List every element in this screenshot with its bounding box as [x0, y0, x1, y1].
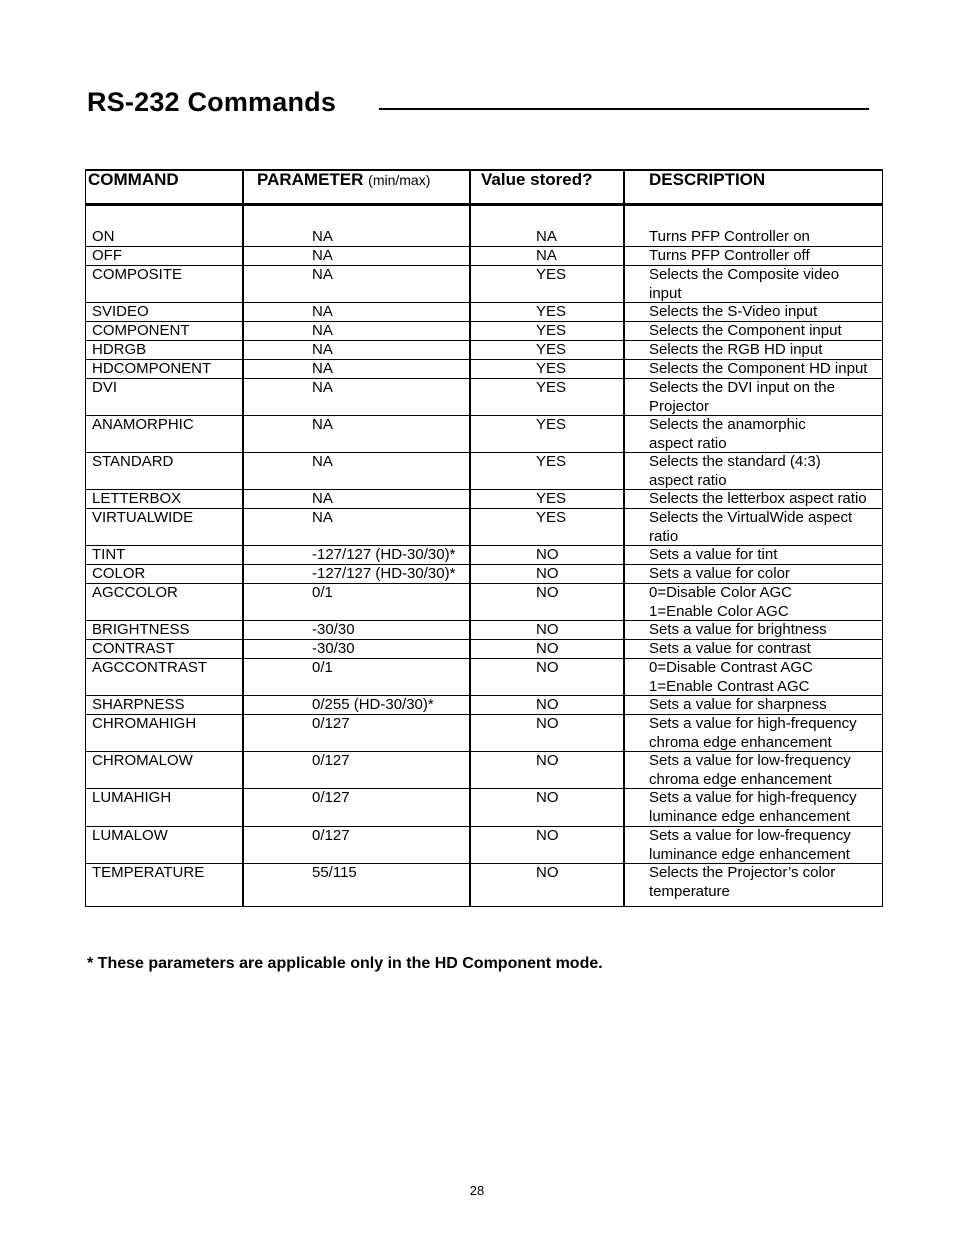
cell-value-stored: NO — [536, 640, 559, 657]
cell-parameter: NA — [312, 453, 333, 470]
cell-description: Sets a value for contrast — [649, 640, 811, 657]
cell-command: COMPONENT — [92, 322, 190, 339]
cell-value-stored: YES — [536, 266, 567, 283]
cell-value-stored: NO — [536, 659, 559, 676]
cell-command: LUMAHIGH — [92, 789, 172, 806]
cell-value-stored: NO — [536, 696, 559, 713]
cell-description: 1=Enable Contrast AGC — [649, 677, 810, 695]
cell-parameter: NA — [312, 490, 333, 507]
cell-parameter: NA — [312, 303, 333, 320]
cell-parameter: NA — [312, 266, 333, 283]
header-description: DESCRIPTION — [649, 170, 766, 189]
cell-parameter: NA — [312, 360, 333, 377]
cell-value-stored: NA — [536, 247, 557, 264]
cell-value-stored: YES — [536, 453, 567, 470]
cell-command: VIRTUALWIDE — [92, 509, 194, 526]
page-title: RS-232 Commands — [87, 87, 337, 117]
cell-description: chroma edge enhancement — [649, 733, 832, 751]
cell-value-stored: NO — [536, 827, 559, 844]
cell-command: BRIGHTNESS — [92, 621, 190, 638]
cell-description: Selects the Projector’s color — [649, 864, 836, 881]
cell-parameter: 0/127 — [312, 789, 350, 806]
cell-description: Turns PFP Controller on — [649, 228, 810, 245]
cell-description: 0=Disable Contrast AGC — [649, 659, 813, 676]
cell-value-stored: NO — [536, 621, 559, 638]
cell-parameter: NA — [312, 379, 333, 396]
cell-description: Selects the Composite video — [649, 266, 840, 283]
cell-command: AGCCONTRAST — [92, 659, 208, 676]
cell-parameter: 0/127 — [312, 827, 350, 844]
cell-value-stored: NO — [536, 789, 559, 806]
cell-command: CHROMAHIGH — [92, 715, 197, 732]
cell-value-stored: YES — [536, 490, 567, 507]
cell-parameter: 0/127 — [312, 715, 350, 732]
cell-parameter: 0/1 — [312, 659, 333, 676]
cell-description: input — [649, 284, 682, 302]
cell-command: CHROMALOW — [92, 752, 193, 769]
page-number: 28 — [469, 1183, 485, 1198]
cell-value-stored: YES — [536, 360, 567, 377]
cell-description: Sets a value for color — [649, 565, 790, 582]
cell-command: HDCOMPONENT — [92, 360, 212, 377]
cell-description: Selects the VirtualWide aspect — [649, 509, 853, 526]
cell-description: Sets a value for tint — [649, 546, 778, 563]
cell-command: TINT — [92, 546, 126, 563]
cell-value-stored: NO — [536, 864, 559, 881]
header-parameter-label: PARAMETER — [257, 170, 364, 189]
cell-description: Selects the letterbox aspect ratio — [649, 490, 867, 507]
cell-description: Selects the DVI input on the — [649, 379, 835, 396]
cell-description: Sets a value for high-frequency — [649, 789, 857, 806]
cell-command: ON — [92, 228, 115, 245]
cell-parameter: NA — [312, 247, 333, 264]
cell-value-stored: YES — [536, 379, 567, 396]
cell-command: OFF — [92, 247, 122, 264]
cell-command: SVIDEO — [92, 303, 149, 320]
table-border-left — [85, 169, 86, 907]
cell-description: aspect ratio — [649, 434, 727, 452]
cell-value-stored: NO — [536, 565, 559, 582]
cell-parameter: NA — [312, 322, 333, 339]
cell-parameter: NA — [312, 341, 333, 358]
cell-command: COMPOSITE — [92, 266, 183, 283]
cell-description: Selects the S-Video input — [649, 303, 818, 320]
cell-value-stored: NA — [536, 228, 557, 245]
table-border-bottom — [85, 906, 883, 907]
cell-parameter: 55/115 — [312, 864, 357, 881]
cell-parameter: NA — [312, 509, 333, 526]
title-rule — [379, 108, 869, 110]
cell-command: ANAMORPHIC — [92, 416, 194, 433]
cell-description: aspect ratio — [649, 471, 727, 489]
cell-value-stored: NO — [536, 546, 559, 563]
cell-description: ratio — [649, 527, 679, 545]
cell-command: LETTERBOX — [92, 490, 182, 507]
cell-parameter: -127/127 (HD-30/30)* — [312, 565, 456, 582]
cell-description: Sets a value for sharpness — [649, 696, 827, 713]
cell-description: temperature — [649, 882, 730, 900]
cell-description: Selects the anamorphic — [649, 416, 806, 433]
cell-parameter: 0/127 — [312, 752, 350, 769]
cell-description: 1=Enable Color AGC — [649, 602, 789, 620]
cell-value-stored: NO — [536, 752, 559, 769]
cell-command: AGCCOLOR — [92, 584, 178, 601]
cell-value-stored: YES — [536, 509, 567, 526]
cell-description: chroma edge enhancement — [649, 770, 832, 788]
cell-command: COLOR — [92, 565, 146, 582]
cell-command: DVI — [92, 379, 118, 396]
header-parameter — [257, 170, 430, 190]
column-divider — [242, 169, 244, 907]
header-separator — [85, 203, 883, 206]
cell-value-stored: YES — [536, 322, 567, 339]
table-border-right — [882, 169, 883, 907]
cell-parameter: 0/1 — [312, 584, 333, 601]
cell-value-stored: YES — [536, 416, 567, 433]
cell-description: Selects the standard (4:3) — [649, 453, 821, 470]
cell-parameter: NA — [312, 228, 333, 245]
header-command: COMMAND — [88, 170, 179, 189]
cell-command: SHARPNESS — [92, 696, 185, 713]
cell-command: HDRGB — [92, 341, 147, 358]
cell-description: Sets a value for low-frequency — [649, 752, 851, 769]
cell-value-stored: NO — [536, 715, 559, 732]
cell-description: luminance edge enhancement — [649, 807, 850, 825]
cell-parameter: -30/30 — [312, 621, 355, 638]
cell-command: STANDARD — [92, 453, 174, 470]
cell-value-stored: YES — [536, 303, 567, 320]
cell-description: Selects the Component HD input — [649, 360, 868, 377]
cell-parameter: -30/30 — [312, 640, 355, 657]
header-parameter-note: (min/max) — [368, 172, 431, 188]
cell-value-stored: YES — [536, 341, 567, 358]
cell-value-stored: NO — [536, 584, 559, 601]
footnote: * These parameters are applicable only in the HD Component mode. — [87, 955, 603, 972]
column-divider — [469, 169, 471, 907]
cell-description: Sets a value for low-frequency — [649, 827, 851, 844]
cell-description: Sets a value for brightness — [649, 621, 827, 638]
cell-command: CONTRAST — [92, 640, 175, 657]
cell-command: TEMPERATURE — [92, 864, 205, 881]
column-divider — [623, 169, 625, 907]
cell-command: LUMALOW — [92, 827, 168, 844]
cell-description: luminance edge enhancement — [649, 845, 850, 863]
cell-description: Projector — [649, 397, 710, 415]
cell-parameter: -127/127 (HD-30/30)* — [312, 546, 456, 563]
cell-description: Selects the RGB HD input — [649, 341, 823, 358]
cell-parameter: 0/255 (HD-30/30)* — [312, 696, 434, 713]
header-value-stored: Value stored? — [481, 170, 593, 189]
cell-description: Selects the Component input — [649, 322, 842, 339]
cell-parameter: NA — [312, 416, 333, 433]
cell-description: 0=Disable Color AGC — [649, 584, 792, 601]
cell-description: Sets a value for high-frequency — [649, 715, 857, 732]
cell-description: Turns PFP Controller off — [649, 247, 810, 264]
